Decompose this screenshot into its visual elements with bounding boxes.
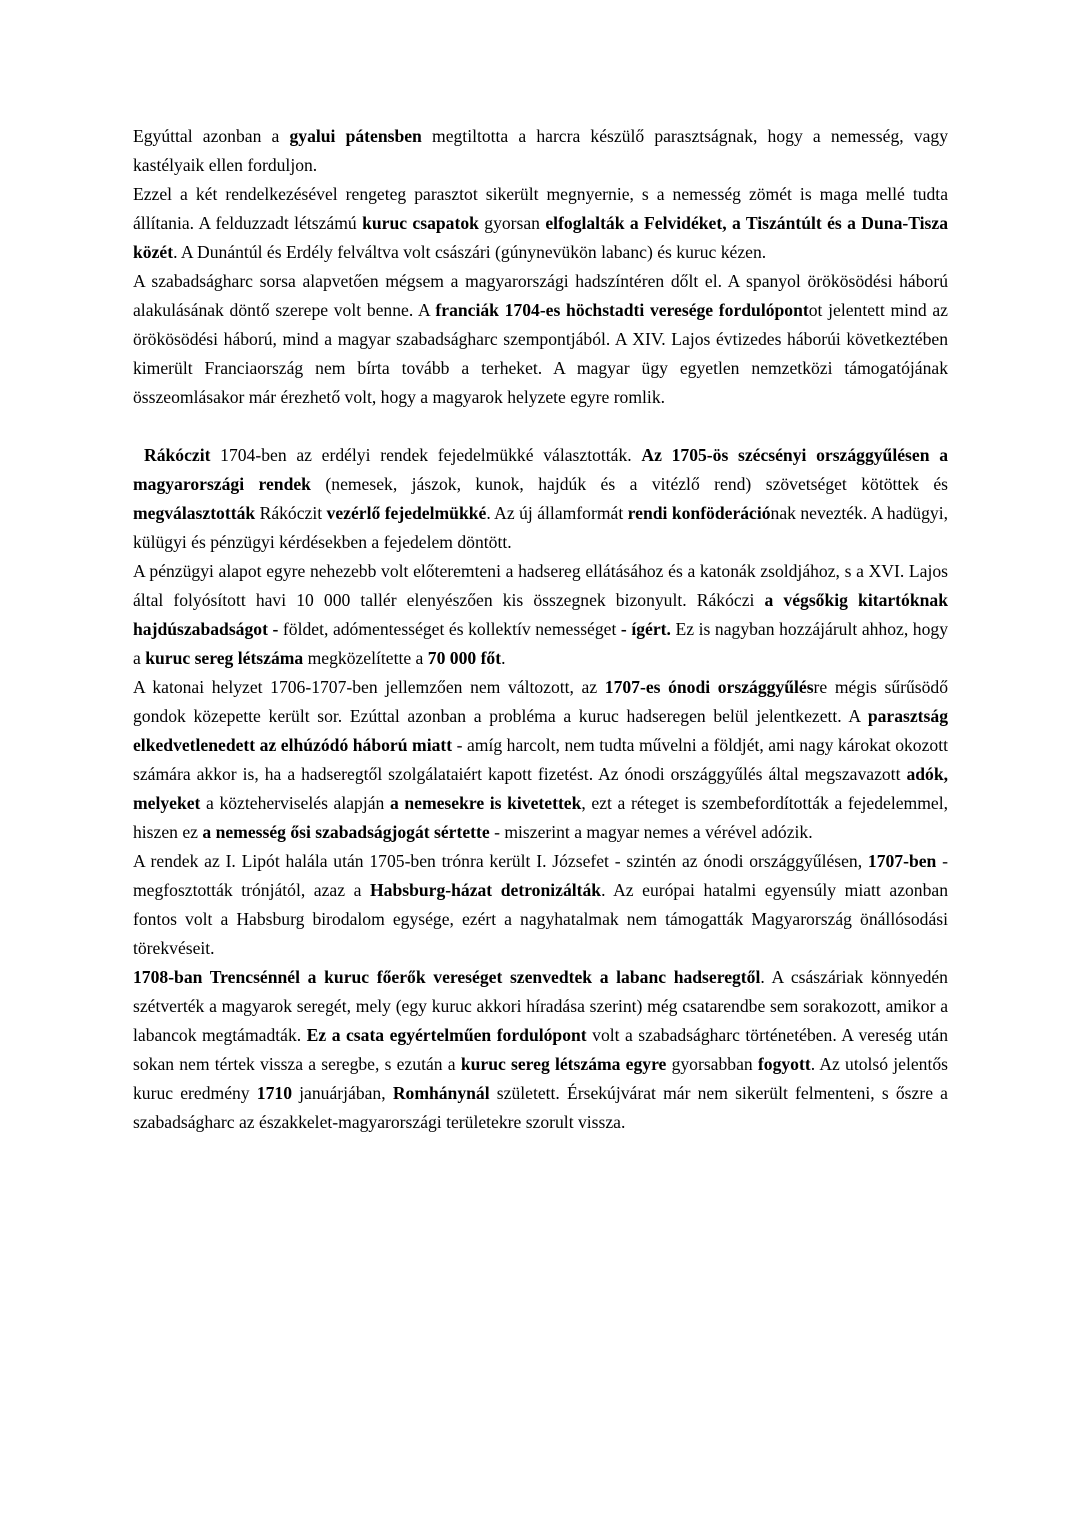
text-run: . Az utolsó jelentős kuruc eredmény: [133, 1054, 949, 1103]
text-run-bold: kuruc sereg létszáma egyre: [460, 1054, 667, 1074]
text-run: (nemesek, jászok, kunok, hajdúk és a vitézlő rend) szövetséget kötöttek és: [310, 474, 948, 494]
text-run-bold: megválasztották: [133, 503, 256, 523]
text-run: ot jelentett mind az örökösödési háború, mind a magyar szabadságharc szempontjából. A XIV. Lajos évtizedes háborúi következtében kimerült Franciaország nem bírta tovább a terheket. A magyar ügy egyetlen nemzetközi támogatójának összeomlásakor már érezhető volt, hogy a magyarok helyzete egyre romlik.: [133, 300, 948, 407]
paragraph: [133, 673, 948, 847]
text-run: Rákóczit: [255, 503, 327, 523]
text-run-bold: kuruc sereg létszáma: [145, 648, 304, 668]
paragraph: [133, 180, 948, 267]
paragraph: [133, 267, 948, 412]
paragraph-spacer: [133, 412, 948, 441]
text-run-bold: - ígért.: [620, 619, 671, 639]
text-run: .: [501, 648, 506, 668]
paragraph: [133, 847, 948, 963]
text-run: a közteherviselés alapján: [200, 793, 390, 813]
text-run-bold: 70 000 főt: [427, 648, 502, 668]
paragraph: [133, 963, 948, 1137]
text-run-bold: elfoglalták a Felvidéket, a Tiszántúlt és a Duna-Tisza közét: [133, 213, 948, 262]
text-run-bold: Az 1705-ös szécsényi országgyűlésen a magyarországi rendek: [133, 445, 948, 494]
text-run-bold: kuruc csapatok: [362, 213, 479, 233]
text-run: megközelítette a: [303, 648, 428, 668]
paragraph: [133, 122, 948, 180]
text-run-bold: adók, melyeket: [133, 764, 948, 813]
text-run: Ezzel a két rendelkezésével rengeteg parasztot sikerült megnyernie, s a nemesség zömét is maga mellé tudta állítania. A felduzzadt létszámú: [133, 184, 948, 233]
text-run: - megfosztották trónjától, azaz a: [133, 851, 948, 900]
text-run-bold: vezérlő fejedelmükké: [326, 503, 487, 523]
text-run-bold: rendi konföderáció: [627, 503, 771, 523]
text-run: gyorsan: [478, 213, 546, 233]
text-run: - amíg harcolt, nem tudta művelni a földjét, ami nagy károkat okozott számára akkor is, ha a hadseregtől szolgálataiért kapott fizetést. Az ónodi országgyűlés által megszavazott: [133, 735, 948, 784]
text-run: földet, adómentességet és kollektív nemességet: [278, 619, 621, 639]
text-run: , ezt a réteget is szembefordították a fejedelemmel, hiszen ez: [133, 793, 948, 842]
text-run: . Az új államformát: [486, 503, 628, 523]
text-run: Ez is nagyban hozzájárult ahhoz, hogy a: [133, 619, 948, 668]
text-run-bold: Rákóczit: [144, 445, 211, 465]
text-run: gyorsabban: [666, 1054, 758, 1074]
paragraph: [133, 557, 948, 673]
text-run: megtiltotta a harcra készülő parasztságnak, hogy a nemesség, vagy kastélyaik ellen forduljon.: [133, 126, 948, 175]
text-run: re mégis sűrűsödő gondok közepette került sor. Ezúttal azonban a probléma a kuruc hadseregen belül jelentkezett. A: [133, 677, 949, 726]
text-run: . A Dunántúl és Erdély felváltva volt császári (gúnynevükön labanc) és kuruc kézen.: [173, 242, 767, 262]
text-run: januárjában,: [291, 1083, 393, 1103]
text-run-bold: parasztság elkedvetlenedett az elhúzódó háború miatt: [133, 706, 948, 755]
text-run: nak nevezték. A hadügyi, külügyi és pénzügyi kérdésekben a fejedelem döntött.: [133, 503, 948, 552]
text-run-bold: gyalui pátensben: [289, 126, 422, 146]
text-run: Egyúttal azonban a: [133, 126, 290, 146]
text-run-bold: a nemesekre is kivetettek: [389, 793, 582, 813]
text-run: A szabadságharc sorsa alapvetően mégsem a magyarországi hadszíntéren dőlt el. A spanyol örökösödési háború alakulásának döntő szerepe volt benne. A: [133, 271, 948, 320]
text-run-bold: 1707-ben: [867, 851, 937, 871]
text-run-bold: franciák 1704-es höchstadti veresége fordulópont: [435, 300, 809, 320]
paragraph: [133, 441, 948, 557]
text-run-bold: a nemesség ősi szabadságjogát sértette: [202, 822, 490, 842]
text-run-bold: Habsburg-házat detronizálták: [369, 880, 602, 900]
text-run: 1704-ben az erdélyi rendek fejedelmükké választották.: [210, 445, 642, 465]
text-run-bold: 1708-ban Trencsénnél a kuruc főerők vereséget szenvedtek a labanc hadseregtől: [133, 967, 761, 987]
document-body: [133, 122, 948, 1137]
text-run: . Az európai hatalmi egyensúly miatt azonban fontos volt a Habsburg birodalom egysége, ezért a nagyhatalmak nem támogatták Magyarország önállósodási törekvéseit.: [133, 880, 948, 958]
text-run: született. Érsekújvárat már nem sikerült felmenteni, s őszre a szabadságharc az északkelet-magyarországi területekre szorult vissza.: [133, 1083, 948, 1132]
text-run-bold: a végsőkig kitartóknak hajdúszabadságot -: [133, 590, 948, 639]
text-run-bold: Romhánynál: [392, 1083, 490, 1103]
text-run: . A császáriak könnyedén szétverték a magyarok seregét, mely (egy kuruc akkori híradása szerint) még csatarendbe sem sorakozott, amikor a labancok megtámadták.: [133, 967, 948, 1045]
text-run-bold: 1707-es ónodi országgyűlés: [604, 677, 814, 697]
text-run: volt a szabadságharc történetében. A vereség után sokan nem tértek vissza a seregbe, s ezután a: [133, 1025, 948, 1074]
text-run: A rendek az I. Lipót halála után 1705-ben trónra került I. Józsefet - szintén az ónodi országgyűlésen,: [133, 851, 868, 871]
text-run-bold: 1710: [256, 1083, 292, 1103]
text-run: A pénzügyi alapot egyre nehezebb volt előteremteni a hadsereg ellátásához és a katonák zsoldjához, s a XVI. Lajos által folyósított havi 10 000 tallér elenyészően kis összegnek bizonyult. Rákóczi: [133, 561, 948, 610]
text-run-bold: Ez a csata egyértelműen fordulópont: [306, 1025, 587, 1045]
text-run: - miszerint a magyar nemes a vérével adózik.: [489, 822, 813, 842]
text-run: A katonai helyzet 1706-1707-ben jellemzően nem változott, az: [133, 677, 605, 697]
text-run-bold: fogyott: [757, 1054, 811, 1074]
